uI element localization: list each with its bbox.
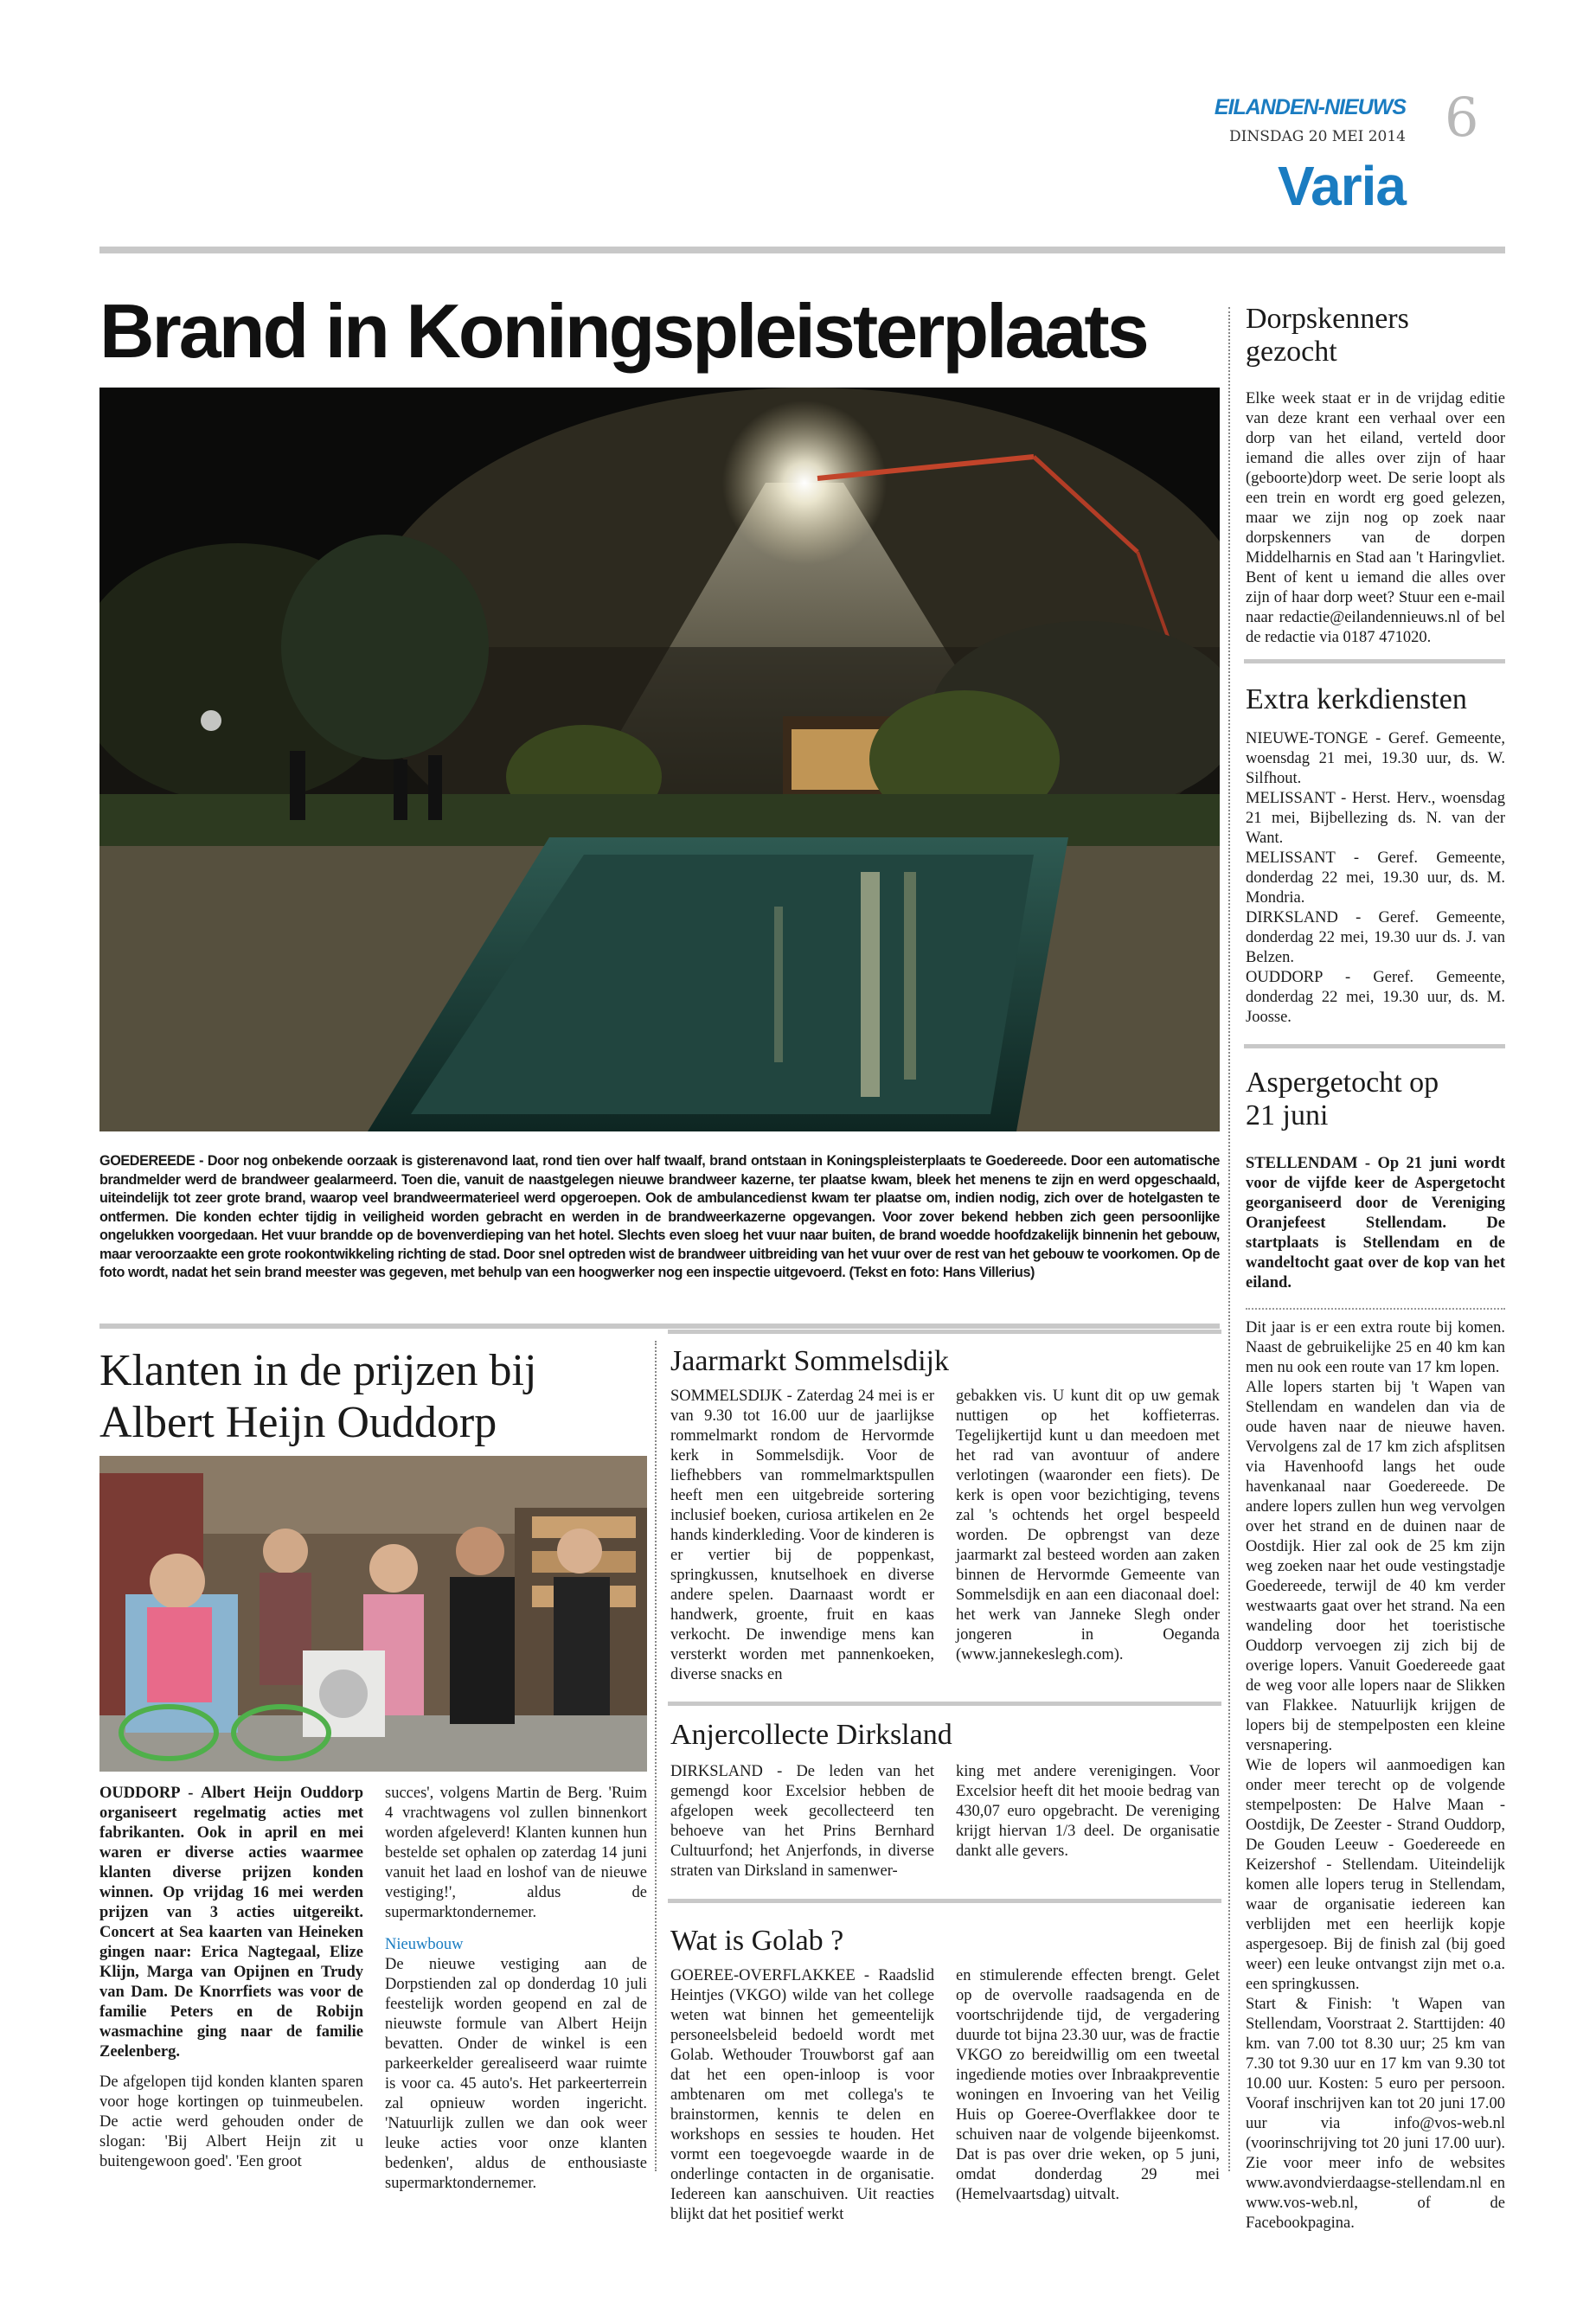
ah-intro: OUDDORP - Albert Heijn Ouddorp organiseert regelmatig acties met fabrikanten. Ook in april en mei waren er diverse acties waarmee klanten diverse prijzen konden winnen. Op vrijdag 16 mei werden prijzen van 3 acties uitgereikt. Concert at Sea kaarten van Heineken gingen naar: Erica Nagtegaal, Elize Klijn, Marga van Opijnen en Trudy van Dam. De Knorrfiets was voor de familie Peters en de Robijn wasmachine ging naar de familie Zeelenberg. <box>99 1785 363 2061</box>
anjer-col1: DIRKSLAND - De leden van het gemengd koor Excelsior hebben de afgelopen week gecollecteerd ten behoeve van het Prins Bernhard Cultuurfond; het Anjerfonds, in diverse straten van Dirksland in samenwer- <box>670 1763 934 1880</box>
asperge-p3: Wie de lopers wil aanmoedigen kan onder meer terecht op de volgende stempelposten: De Halve Maan - Oostdijk, De Zeester - Strand Ouddorp, De Gouden Leeuw - Goedereede en Keizershof - Stellendam. Uiteindelijk komen alle lopers terug in Stellendam, waar de organisatie iedereen kan verblijden met een heerlijk kopje aspergesoep. Bij de finish zal (bij goed weer) een leuke ontvangst zijn met o.a. een springkussen. <box>1246 1757 1505 1993</box>
ah-subhead: Nieuwbouw <box>385 1936 464 1953</box>
golab-top-rule <box>668 1899 1221 1903</box>
fire-photo-illustration <box>99 388 1220 1131</box>
asperge-p2: Alle lopers starten bij 't Wapen van Stellendam en wandelen dan via de oude haven naar de nieuwe haven. Vervolgens zal de 17 km zich afsplitsen via Havenhoofd langs het oude havenkanaal naar Goedereede. De andere lopers zullen hun weg vervolgen over het strand en de duinen naar de Oostdijk. Hier zal ook de 25 km zijn weg zoeken naar het oude vestingstadje Goedereede, terwijl de 40 km verder westwaarts gaat over het strand. Na een wandeling door het toeristische Ouddorp vervoegen zij zich bij de overige lopers. Vanuit Goedereede gaat de weg voor alle lopers naar de Slikken van Flakkee. Natuurlijk krijgen de lopers bij de stempelposten een kleine versnapering. <box>1246 1379 1505 1754</box>
asperge-p4: Start & Finish: 't Wapen van Stellendam, Voorstraat 2. Starttijden: 40 km. van 7.00 tot 8.30 uur; 25 km van 7.30 tot 9.30 uur en 17 km van 9.30 tot 10.00 uur. Kosten: 5 euro per persoon. Vooraf inschrijven kan tot 20 juni 17.00 uur via info@vos-web.nl (voorinschrijving tot 20 juni 17.00 uur). Zie voor meer info de websites www.avondvierdaagse-stellendam.nl en www.vos-web.nl, of de Facebookpagina. <box>1246 1996 1505 2232</box>
asperge-headline-line1: Aspergetocht op <box>1246 1067 1439 1099</box>
ah-col1-p2: De afgelopen tijd konden klanten sparen voor hoge kortingen op tuinmeubelen. De actie werd gehouden onder de slogan: 'Bij Albert Heijn zit u buitengewoon goed'. 'Een groot <box>99 2073 363 2170</box>
asperge-p1: Dit jaar is er een extra route bij komen. Naast de gebruikelijke 25 en 40 km kan men nu ook een route van 17 km lopen. <box>1246 1319 1505 1376</box>
dorpskenners-text: Elke week staat er in de vrijdag editie van deze krant een verhaal over een dorp van het eiland, verteld door iemand die alles over zijn of haar (geboorte)dorp weet. De serie loopt als een trein en wordt erg goed gelezen, maar we zijn nog op zoek naar dorpskenners van de dorpen Middelharnis en Stad aan 't Haringvliet. Bent of kent u iemand die alles over zijn of haar dorp weet? Stuur een e-mail naar redactie@eilandennieuws.nl of bel de redactie via 0187 471020. <box>1246 390 1505 646</box>
ah-headline-line1: Klanten in de prijzen bij <box>99 1346 537 1395</box>
kerk-list <box>1246 729 1505 1028</box>
publication-logo: EILANDEN-NIEUWS <box>1214 95 1406 119</box>
kerk-item: MELISSANT - Herst. Herv., woensdag 21 mei, Bijbellezing ds. N. van der Want. <box>1246 790 1505 847</box>
ah-col2 <box>385 1784 647 2194</box>
issue-date: DINSDAG 20 MEI 2014 <box>1229 128 1406 145</box>
kerk-item: MELISSANT - Geref. Gemeente, donderdag 22 mei, 19.30 uur, ds. M. Mondria. <box>1246 849 1505 907</box>
kerk-item: OUDDORP - Geref. Gemeente, donderdag 22 mei, 19.30 uur, ds. M. Joosse. <box>1246 969 1505 1026</box>
dorpskenners-headline-line1: Dorpskenners <box>1246 303 1409 335</box>
column-separator-right <box>1228 307 1230 2171</box>
kerk-top-rule <box>1244 659 1505 663</box>
anjer-col2: king met andere verenigingen. Voor Excelsior heeft dit het mooie bedrag van 430,07 euro opgebracht. De vereniging krijgt hiervan 1/3 deel. De organisatie dankt alle gevers. <box>956 1763 1220 1860</box>
jaarmarkt-col1: SOMMELSDIJK - Zaterdag 24 mei is er van 9.30 tot 16.00 uur de jaarlijkse rommelmarkt rondom de Hervormde kerk in Sommelsdijk. Voor de liefhebbers van rommelmarktspullen heeft men een uitgebreide sortering inclusief boeken, curiosa artikelen en 2e hands kinderkleding. Voor de kinderen is er vertier bij de poppenkast, springkussen, knutselhoek en diverse andere spelen. Daarnaast wordt er handwerk, groente, fruit en kaas verkocht. De inwendige mens kan versterkt worden met pannenkoeken, diverse snacks en <box>670 1388 934 1683</box>
page-number: 6 <box>1445 86 1479 149</box>
ah-photo <box>99 1456 647 1772</box>
ah-photo-illustration <box>99 1456 647 1772</box>
lead-headline: Brand in Koningspleisterplaats <box>99 288 1147 374</box>
kerk-item: DIRKSLAND - Geref. Gemeente, donderdag 22 mei, 19.30 uur ds. J. van Belzen. <box>1246 909 1505 966</box>
asperge-intro-divider <box>1246 1308 1505 1310</box>
ah-col2-p2: De nieuwe vestiging aan de Dorpstienden zal op donderdag 10 juli feestelijk worden geopend en zal de nieuwste formule van Albert Heijn bevatten. Onder de winkel is een parkeerkelder gerealiseerd waar ruimte is voor ca. 45 auto's. Het parkeerterrein zal opnieuw worden ingericht. 'Natuurlijk zullen we dan ook weer leuke acties voor onze klanten bedenken', aldus de enthousiaste supermarktondernemer. <box>385 1956 647 2192</box>
fire-photo <box>99 388 1220 1131</box>
anjer-headline: Anjercollecte Dirksland <box>670 1719 952 1751</box>
asperge-body <box>1246 1318 1505 2234</box>
asperge-headline <box>1246 1067 1505 1132</box>
asperge-headline-line2: 21 juni <box>1246 1099 1329 1131</box>
ah-col1 <box>99 1784 363 2172</box>
ah-headline <box>99 1345 653 1449</box>
ah-col2-p1: succes', volgens Martin de Berg. 'Ruim 4 vrachtwagens vol zullen binnenkort worden afgeleverd! Klanten kunnen hun bestelde set ophalen op zaterdag 14 juni vanuit het laad en loshof van de nieuwe vestiging!', aldus de supermarktondernemer. <box>385 1785 647 1921</box>
lead-bottom-rule <box>99 1324 1220 1329</box>
dorpskenners-headline <box>1246 303 1505 369</box>
jaarmarkt-col2: gebakken vis. U kunt dit op uw gemak nuttigen op het koffieterras. Tegelijkertijd kunt u dan meedoen met het rad van avontuur of andere verlotingen (waaronder een fiets). De kerk is open voor bezichtiging, tevens zal 's ochtends het orgel bespeeld worden. De opbrengst van deze jaarmarkt zal besteed worden aan zaken binnen de Hervormde Gemeente van Sommelsdijk en aan een diaconaal doel: het werk van Janneke Slegh onder jongeren in Oeganda (www.jannekeslegh.com). <box>956 1388 1220 1663</box>
section-title: Varia <box>1277 155 1406 217</box>
header-rule <box>99 247 1505 253</box>
asperge-intro: STELLENDAM - Op 21 juni wordt voor de vijfde keer de Aspergetocht georganiseerd door de Vereniging Oranjefeest Stellendam. De startplaats is Stellendam en de wandeltocht gaat over de kop van het eiland. <box>1246 1155 1505 1292</box>
ah-headline-line2: Albert Heijn Ouddorp <box>99 1398 497 1447</box>
jaarmarkt-headline: Jaarmarkt Sommelsdijk <box>670 1345 950 1377</box>
kerk-headline: Extra kerkdiensten <box>1246 683 1467 715</box>
jaarmarkt-top-rule <box>668 1330 1221 1334</box>
lead-caption: GOEDEREEDE - Door nog onbekende oorzaak is gisterenavond laat, rond tien over half twaalf, brand ontstaan in Koningspleisterplaats te Goedereede. Door een automatische brandmelder werd de brandweer gealarmeerd. Toen die, vanuit de naastgelegen nieuwe brandweer kazerne, ter plaatse kwam, bleek het menens te zijn en werd opgeschaald, uiteindelijk tot zeer grote brand, waarop veel brandweermaterieel werd opgeroepen. Ook de ambulancedienst kwam ter plaatse om, indien nodig, zich over de hotelgasten te ontfermen. Die konden echter tijdig in veiligheid worden gebracht en werden in de brandweerkazerne opgevangen. Voor zover bekend hebben zich geen persoonlijke ongelukken voorgedaan. Het vuur brandde op de bovenverdieping van het hotel. Slechts even sloeg het vuur naar buiten, de brand woedde hoofdzakelijk binnenin het gebouw, maar veroorzaakte een grote rookontwikkeling richting de stad. Door snel optreden wist de brandweer uitbreiding van het vuur over de rest van het gebouw te voorkomen. Op de foto wordt, nadat het sein brand meester was gegeven, met behulp van een hoogwerker nog een inspectie uitgevoerd. (Tekst en foto: Hans Villerius) <box>99 1153 1220 1280</box>
anjer-top-rule <box>668 1702 1221 1706</box>
golab-col1: GOEREE-OVERFLAKKEE - Raadslid Heintjes (VKGO) wilde van het college weten wat binnen het gemeentelijk personeelsbeleid bedoeld wordt met Golab. Wethouder Trouwborst gaf aan dat het een open-inloop is voor ambtenaren om met collega's te brainstormen, kennis te delen en workshops en sessies te houden. Het vormt een toegevoegde waarde in de onderlinge contacten in de organisatie. Iedereen kan aanschuiven. Uit reacties blijkt dat het positief werkt <box>670 1967 934 2223</box>
golab-col2: en stimulerende effecten brengt. Gelet op de overvolle raadsagenda en de voortschrijdende tijd, de vergadering duurde tot bijna 23.30 uur, was de fractie VKGO zo bereidwillig om een tweetal ingediende moties over Inbraakpreventie woningen en Invoering van het Veilig Huis op Goeree-Overflakkee door te schuiven naar de volgende bijeenkomst. Dat is pas over drie weken, op 5 juni, omdat donderdag 29 mei (Hemelvaartsdag) uitvalt. <box>956 1967 1220 2203</box>
golab-headline: Wat is Golab ? <box>670 1925 844 1957</box>
kerk-item: NIEUWE-TONGE - Geref. Gemeente, woensdag 21 mei, 19.30 uur, ds. W. Silfhout. <box>1246 730 1505 787</box>
dorpskenners-headline-line2: gezocht <box>1246 336 1337 368</box>
column-separator-middle <box>655 1341 657 2171</box>
asperge-top-rule <box>1244 1044 1505 1048</box>
